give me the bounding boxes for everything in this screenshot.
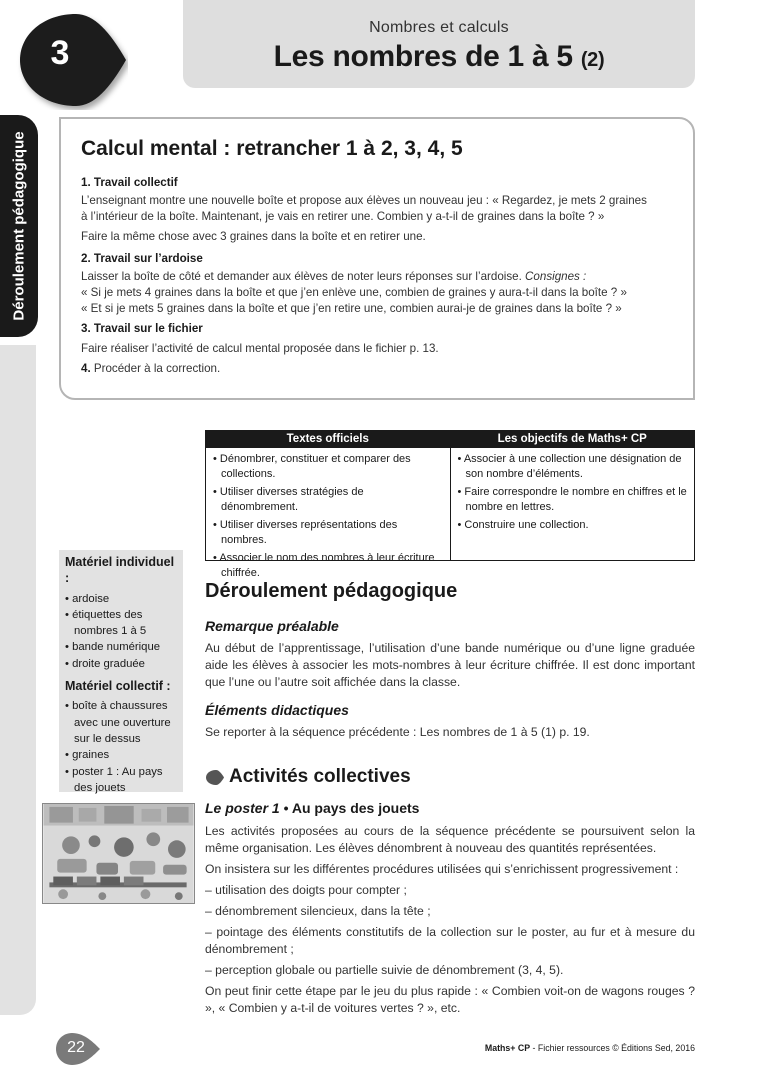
left-rail: [0, 345, 36, 1015]
paragraph: Les activités proposées au cours de la séquence précédente se poursuivent selon la même organisation. Les élèves dénombrent à nouveau des quantités représentées.: [205, 824, 695, 855]
poster-heading: [205, 800, 419, 816]
page-number: 22: [67, 1039, 85, 1056]
poster-heading-rest: • Au pays des jouets: [279, 800, 420, 816]
table-list: [451, 448, 695, 536]
materials-list: [65, 698, 177, 796]
footer-credit-text: - Fichier ressources © Éditions Sed, 2016: [530, 1043, 695, 1053]
text-span-italic: Consignes :: [525, 270, 587, 283]
list-item: • Construire une collection.: [458, 518, 689, 533]
remarque-heading: Remarque préalable: [205, 618, 339, 634]
list-item: • Utiliser diverses représentations des nombres.: [213, 518, 444, 548]
calcul-mental-body: [81, 171, 681, 377]
list-item: • Dénombrer, constituer et comparer des collections.: [213, 452, 444, 482]
materials-box: [59, 550, 183, 792]
calcul-mental-title: Calcul mental : retrancher 1 à 2, 3, 4, 5: [81, 137, 463, 160]
table-column: [206, 431, 450, 579]
header-subtitle: Nombres et calculs: [369, 19, 509, 36]
list-item: • Associer le nom des nombres à leur écriture chiffrée.: [213, 551, 444, 581]
activities-heading-label: Activités collectives: [229, 766, 411, 787]
list-item: • étiquettes des nombres 1 à 5: [65, 607, 177, 640]
paragraph: On peut finir cette étape par le jeu du plus rapide : « Combien voit-on de wagons rouges ? », « Combien y a-t-il de voitures vertes ? », etc.: [205, 984, 695, 1015]
elements-heading: Éléments didactiques: [205, 702, 349, 718]
table-header: Textes officiels: [206, 431, 450, 448]
page-title: [183, 40, 695, 74]
list-item: • Utiliser diverses stratégies de dénombrement.: [213, 485, 444, 515]
poster-heading-italic: Le poster 1: [205, 800, 280, 816]
paragraph-line: « Si je mets 4 graines dans la boîte et que j’en enlève une, combien de graines y aura-t-il dans la boîte ? »: [81, 286, 627, 299]
section-heading: 1. Travail collectif: [81, 176, 178, 189]
header-banner: [183, 0, 695, 88]
paragraph-line: à l’intérieur de la boîte. Maintenant, je vais en retirer une. Combien y a-t-il de graines dans la boîte ? »: [81, 210, 605, 223]
paragraph-line: [81, 269, 681, 285]
leaf-bullet-icon: [205, 769, 225, 786]
activities-heading: [205, 766, 411, 788]
calcul-mental-box: [59, 117, 695, 400]
step-number: 4.: [81, 362, 91, 375]
chapter-number: 3: [50, 34, 70, 72]
section-heading: 3. Travail sur le fichier: [81, 322, 203, 335]
list-item: • droite graduée: [65, 656, 177, 672]
paragraph-line: « Et si je mets 5 graines dans la boîte et que j’en retire une, combien aurai-je de graines dans la boîte ? »: [81, 302, 622, 315]
paragraph-line: Faire la même chose avec 3 graines dans la boîte et en retirer une.: [81, 230, 426, 243]
table-column: [450, 431, 695, 560]
footer-credit: [485, 1043, 695, 1053]
section-heading: 2. Travail sur l’ardoise: [81, 252, 203, 265]
paragraph: – perception globale ou partielle suivie de dénombrement (3, 4, 5).: [205, 963, 564, 977]
paragraph: – utilisation des doigts pour compter ;: [205, 883, 407, 897]
paragraph: – pointage des éléments constitutifs de la collection sur le poster, au fur et à mesure du dénombrement ;: [205, 925, 695, 956]
paragraph: On insistera sur les différentes procédures utilisées qui s’enrichissent progressivement :: [205, 862, 679, 876]
list-item: • bande numérique: [65, 639, 177, 655]
paragraph-line: Faire réaliser l’activité de calcul mental proposée dans le fichier p. 13.: [81, 342, 439, 355]
side-tab-label: Déroulement pédagogique: [10, 131, 28, 321]
list-item: • graines: [65, 747, 177, 763]
text-span: Procéder à la correction.: [90, 362, 221, 375]
list-item: • ardoise: [65, 591, 177, 607]
paragraph-line: L’enseignant montre une nouvelle boîte et propose aux élèves un nouveau jeu : « Regardez, je mets 2 graines: [81, 194, 647, 207]
list-item: • Associer à une collection une désignation de son nombre d’éléments.: [458, 452, 689, 482]
objectives-table: [205, 430, 695, 579]
activities-body: [205, 823, 695, 1021]
list-item: • Faire correspondre le nombre en chiffres et le nombre en lettres.: [458, 485, 689, 515]
list-item: • poster 1 : Au pays des jouets: [65, 764, 177, 797]
elements-paragraph: Se reporter à la séquence précédente : Les nombres de 1 à 5 (1) p. 19.: [205, 725, 590, 739]
paragraph: – dénombrement silencieux, dans la tête ;: [205, 904, 431, 918]
table-list: [206, 448, 450, 584]
remarque-paragraph: Au début de l’apprentissage, l’utilisation d’une bande numérique ou d’une ligne graduée aide les élèves à associer les mots-nombres à leur écriture chiffrée. Il est donc important que l’une ou l’autre soit affichée dans la classe.: [205, 641, 695, 689]
list-item: • boîte à chaussures avec une ouverture sur le dessus: [65, 698, 177, 747]
page-title-suffix: (2): [580, 49, 605, 71]
poster-illustration: [42, 803, 195, 904]
section-title: Déroulement pédagogique: [205, 580, 458, 602]
paragraph-line: [81, 361, 681, 377]
materials-heading: Matériel collectif :: [65, 679, 171, 694]
page-title-main: Les nombres de 1 à 5: [273, 40, 573, 73]
text-span: Laisser la boîte de côté et demander aux élèves de noter leurs réponses sur l’ardoise.: [81, 270, 526, 283]
materials-heading: Matériel individuel :: [65, 555, 175, 586]
footer-brand: Maths+ CP: [484, 1043, 531, 1053]
materials-list: [65, 591, 177, 672]
table-header: Les objectifs de Maths+ CP: [451, 431, 695, 448]
